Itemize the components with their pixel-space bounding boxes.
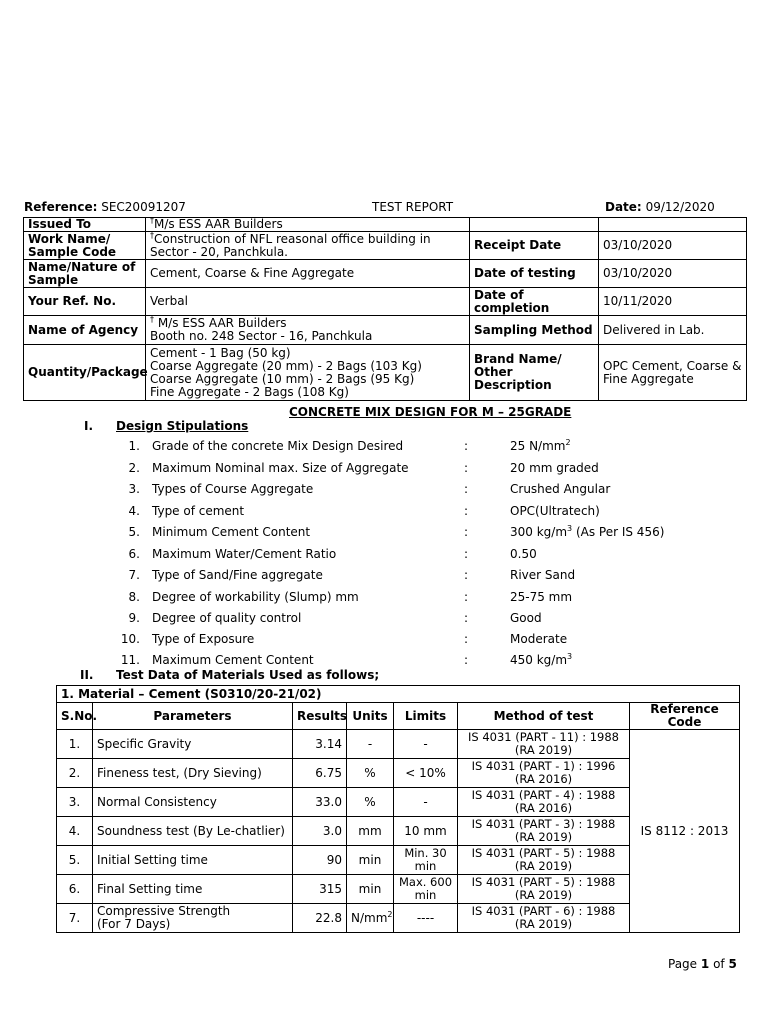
table-row: 2. Fineness test, (Dry Sieving) 6.75 % < 10% IS 4031 (PART - 1) : 1996 (RA 2016) (57, 759, 740, 788)
testing-date-value: 03/10/2020 (599, 260, 747, 288)
list-item: 8. Degree of workability (Slump) mm : 25-75 mm (0, 590, 768, 610)
item-value: Good (510, 611, 542, 625)
column-header: Limits (394, 703, 458, 730)
item-value: Moderate (510, 632, 568, 646)
list-item: 7. Type of Sand/Fine aggregate : River Sand (0, 568, 768, 588)
receipt-date-value: 03/10/2020 (599, 232, 747, 260)
brand-label: Brand Name/ Other Description (470, 345, 599, 401)
item-value: River Sand (510, 568, 576, 582)
item-number: 7. (128, 568, 140, 582)
item-value: 20 mm graded (510, 461, 599, 475)
your-ref-value: Verbal (146, 288, 470, 316)
list-item: 9. Degree of quality control : Good (0, 611, 768, 631)
item-number: 8. (128, 590, 140, 604)
brand-value: OPC Cement, Coarse & Fine Aggregate (599, 345, 747, 401)
table-row: 7. Compressive Strength (For 7 Days) 22.8 $N/mm^2$ ---- IS 4031 (PART - 6) : 1988 (RA 2019) (57, 904, 740, 933)
item-value: 25 $N/mm^2$ (510, 438, 571, 453)
report-date (605, 200, 715, 214)
table-row: 1. Specific Gravity 3.14 - - IS 4031 (PART - 11) : 1988 (RA 2019) IS 8112 : 2013 (57, 730, 740, 759)
item-value: 0.50 (510, 547, 537, 561)
item-label: Types of Course Aggregate (152, 482, 314, 496)
item-label: Type of Exposure (152, 632, 255, 646)
cement-test-table (56, 685, 740, 933)
item-value: Crushed Angular (510, 482, 611, 496)
your-ref-label: Your Ref. No. (24, 288, 146, 316)
work-name-label: Work Name/ Sample Code (24, 232, 146, 260)
sample-nature-label: Name/Nature of Sample (24, 260, 146, 288)
column-header: Method of test (458, 703, 630, 730)
completion-date-value: 10/11/2020 (599, 288, 747, 316)
list-item: 5. Minimum Cement Content : 300 $kg/m^3$ (As Per IS 456) (0, 525, 768, 545)
receipt-date-label: Receipt Date (470, 232, 599, 260)
column-header: Units (347, 703, 394, 730)
list-item: 4. Type of cement : OPC(Ultratech) (0, 504, 768, 524)
column-header: Results (293, 703, 347, 730)
sampling-method-value: Delivered in Lab. (599, 316, 747, 345)
table-row: 4. Soundness test (By Le-chatlier) 3.0 mm 10 mm IS 4031 (PART - 3) : 1988 (RA 2019) (57, 817, 740, 846)
item-number: 3. (128, 482, 140, 496)
list-item: 3. Types of Course Aggregate : Crushed Angular (0, 482, 768, 502)
table-row: 5. Initial Setting time 90 min Min. 30 min IS 4031 (PART - 5) : 1988 (RA 2019) (57, 846, 740, 875)
item-label: Type of cement (152, 504, 245, 518)
date-label: Date: (605, 200, 642, 214)
table-row: 6. Final Setting time 315 min Max. 600 min IS 4031 (PART - 5) : 1988 (RA 2019) (57, 875, 740, 904)
reference-label: Reference: (24, 200, 98, 214)
item-label: Maximum Water/Cement Ratio (152, 547, 337, 561)
item-number: 1. (128, 439, 140, 453)
reference-value: SEC20091207 (101, 200, 186, 214)
empty-cell (470, 218, 599, 232)
column-header: Parameters (93, 703, 293, 730)
column-header: S.No. (57, 703, 93, 730)
completion-date-label: Date of completion (470, 288, 599, 316)
section-2-number: II. (80, 668, 94, 682)
testing-date-label: Date of testing (470, 260, 599, 288)
section-2-title: Test Data of Materials Used as follows; (116, 668, 380, 682)
item-label: Degree of quality control (152, 611, 302, 625)
item-label: Grade of the concrete Mix Design Desired (152, 439, 404, 453)
section-1-number: I. (84, 419, 94, 433)
item-label: Minimum Cement Content (152, 525, 311, 539)
report-title: TEST REPORT (372, 200, 454, 214)
table-row: 3. Normal Consistency 33.0 % - IS 4031 (PART - 4) : 1988 (RA 2016) (57, 788, 740, 817)
sampling-method-label: Sampling Method (470, 316, 599, 345)
sample-info-table (23, 217, 747, 401)
list-item: 6. Maximum Water/Cement Ratio : 0.50 (0, 547, 768, 567)
list-item: 1. Grade of the concrete Mix Design Desired : 25 $N/mm^2$ (0, 439, 768, 459)
date-value: 09/12/2020 (645, 200, 715, 214)
page-number: Page 1 of 5 (668, 957, 737, 971)
work-name-value: †Construction of NFL reasonal office building in Sector - 20, Panchkula. (146, 232, 470, 260)
reference-code: IS 8112 : 2013 (630, 730, 740, 933)
item-label: Maximum Nominal max. Size of Aggregate (152, 461, 409, 475)
column-header: Reference Code (630, 703, 740, 730)
item-label: Degree of workability (Slump) mm (152, 590, 359, 604)
agency-value: † M/s ESS AAR Builders Booth no. 248 Sector - 16, Panchkula (146, 316, 470, 345)
reference (24, 200, 186, 214)
item-value: 300 $kg/m^3$ (As Per IS 456) (510, 524, 665, 539)
item-label: Type of Sand/Fine aggregate (152, 568, 323, 582)
issued-to-value: †M/s ESS AAR Builders (146, 218, 470, 232)
agency-label: Name of Agency (24, 316, 146, 345)
item-number: 4. (128, 504, 140, 518)
quantity-value: Cement - 1 Bag (50 kg) Coarse Aggregate (20 mm) - 2 Bags (103 Kg) Coarse Aggregate (10 mm) - 2 Bags (95 Kg) Fine Aggregate - 2 Bags (108 Kg) (146, 345, 470, 401)
item-value: 450 $kg/m^3$ (510, 652, 573, 667)
item-value: OPC(Ultratech) (510, 504, 600, 518)
item-number: 9. (128, 611, 140, 625)
item-number: 6. (128, 547, 140, 561)
material-title: 1. Material – Cement (S0310/20-21/02) (57, 686, 740, 703)
item-number: 10. (120, 632, 140, 646)
list-item: 10. Type of Exposure : Moderate (0, 632, 768, 652)
mix-design-title: CONCRETE MIX DESIGN FOR M – 25GRADE (289, 405, 572, 419)
section-1-title: Design Stipulations (116, 419, 249, 433)
item-value: 25-75 mm (510, 590, 573, 604)
issued-to-label: Issued To (24, 218, 146, 232)
empty-cell (599, 218, 747, 232)
sample-nature-value: Cement, Coarse & Fine Aggregate (146, 260, 470, 288)
item-number: 11. (120, 653, 140, 667)
item-number: 5. (128, 525, 140, 539)
item-label: Maximum Cement Content (152, 653, 314, 667)
list-item: 11. Maximum Cement Content : 450 $kg/m^3$ (0, 653, 768, 673)
item-number: 2. (128, 461, 140, 475)
quantity-label: Quantity/Package (24, 345, 146, 401)
list-item: 2. Maximum Nominal max. Size of Aggregate : 20 mm graded (0, 461, 768, 481)
